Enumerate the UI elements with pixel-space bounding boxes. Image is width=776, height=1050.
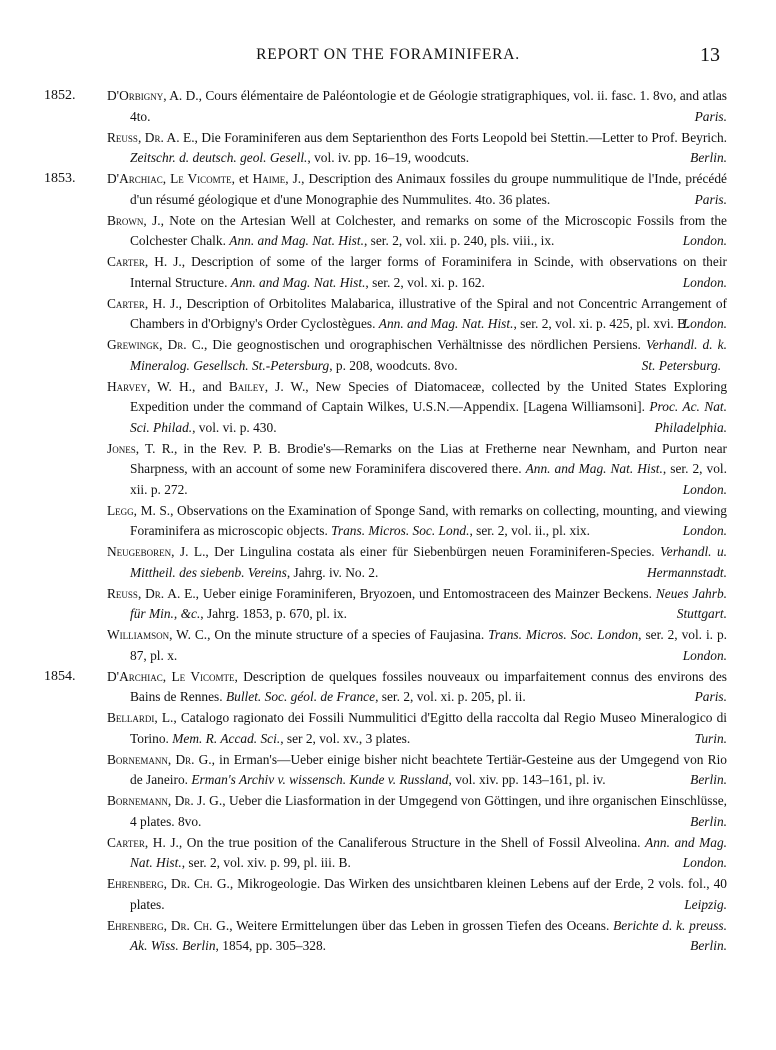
- entry-year: 1852.: [44, 88, 76, 103]
- entry-journal: Ann. and Mag. Nat. Hist.: [229, 233, 364, 248]
- entry-place: London.: [682, 523, 727, 538]
- entry-journal: Neues Jahrb. für Min., &c.: [130, 585, 727, 621]
- entry-journal: Verhandl. d. k. Mineralog. Gesellsch. St.-Petersburg: [130, 337, 727, 373]
- entry-author: D'Archiac, Le Vicomte,: [107, 668, 238, 684]
- entry-place: Berlin.: [690, 813, 727, 829]
- bibliography-entry: [107, 335, 727, 376]
- entry-title: Die Foraminiferen aus dem Septarienthon des Forts Leopold bei Stettin.—Letter to Prof. Beyrich.: [197, 129, 728, 145]
- entry-text: [107, 542, 727, 583]
- entry-journal: Trans. Micros. Soc. London: [488, 627, 639, 642]
- entry-place: London.: [682, 316, 727, 331]
- entry-place: Philadelphia.: [654, 419, 727, 435]
- entry-place: Turin.: [694, 730, 727, 746]
- entry-author: Bornemann, Dr. G.,: [107, 751, 215, 767]
- entry-place: London.: [682, 233, 727, 248]
- entry-author: D'Orbigny, A. D.,: [107, 88, 202, 103]
- entry-journal: Proc. Ac. Nat. Sci. Philad.: [130, 399, 727, 435]
- entry-place: London.: [682, 855, 727, 870]
- bibliography-entry: [107, 833, 727, 874]
- entry-title: Mikrogeologie. Das Wirken des unsichtbaren kleinen Lebens auf der Erde, 2 vols. fol., 40 plates.: [130, 876, 727, 912]
- entry-author: Ehrenberg, Dr. Ch. G.,: [107, 876, 234, 891]
- entry-author: Williamson, W. C.,: [107, 627, 211, 642]
- entry-text: [107, 335, 727, 376]
- entry-text: [107, 833, 727, 874]
- page-number: 13: [700, 44, 720, 66]
- bibliography-entry: [107, 294, 727, 335]
- entry-text: [107, 86, 727, 127]
- entry-author: Reuss, Dr. A. E.,: [107, 585, 200, 601]
- bibliography-entry: [107, 542, 727, 583]
- entry-place: Stuttgart.: [676, 606, 727, 621]
- entry-journal: Trans. Micros. Soc. Lond.: [331, 523, 470, 538]
- entry-place: London.: [682, 274, 727, 290]
- entry-place: Leipzig.: [684, 896, 727, 912]
- entry-text: [107, 625, 727, 666]
- bibliography-entry: [107, 128, 727, 169]
- bibliography-entry: [44, 667, 727, 708]
- entry-volume: , Jahrg. 1853, p. 670, pl. ix.: [200, 606, 347, 621]
- entry-title: Ueber die Liasformation in der Umgegend von Göttingen, und ihre organischen Einschlüsse, 4 plates. 8vo.: [130, 793, 727, 829]
- entry-title: On the minute structure of a species of Faujasina.: [210, 627, 489, 642]
- entry-title: Der Lingulina costata als einer für Siebenbürgen neuen Foraminiferen-Species.: [208, 544, 661, 559]
- entry-journal: Zeitschr. d. deutsch. geol. Gesell.: [130, 150, 308, 165]
- entry-author: Carter, H. J.,: [107, 834, 183, 850]
- entry-volume: , Jahrg. iv. No. 2.: [286, 564, 379, 580]
- entry-title: Ueber einige Foraminiferen, Bryozoen, und Entomostraceen des Mainzer Beckens.: [199, 585, 656, 601]
- bibliography-entry: [107, 439, 727, 501]
- bibliography-entry: [107, 501, 727, 542]
- entry-title: Observations on the Examination of Sponge Sand, with remarks on collecting, mounting, and viewing Foraminifera as microscopic objects.: [130, 502, 727, 538]
- entry-text: [107, 667, 727, 708]
- entry-text: [107, 377, 727, 439]
- page-header: [0, 44, 776, 68]
- bibliography-entry: [107, 708, 727, 749]
- entry-volume: , vol. xiv. pp. 143–161, pl. iv.: [448, 772, 606, 787]
- entry-title: Description de quelques fossiles nouveaux ou imparfaitement connus des environs des Bains de Rennes.: [130, 668, 727, 704]
- entry-volume: , ser. 2, vol. xii. p. 272.: [130, 461, 727, 497]
- bibliography-list: [0, 86, 776, 957]
- entry-title: and: [195, 378, 229, 394]
- entry-title: Description of Orbitolites Malabarica, illustrative of the Spiral and not Concentric Arrangement of Chambers in d'Orbigny's Order Cyclostègues.: [130, 295, 727, 331]
- entry-place: St. Petersburg.: [641, 357, 722, 373]
- entry-title: et: [235, 171, 253, 186]
- entry-text: [107, 128, 727, 169]
- entry-journal: Bullet. Soc. géol. de France: [225, 689, 376, 704]
- entry-title: Die geognostischen und orographischen Verhältnisse des nördlichen Persiens.: [207, 337, 646, 352]
- entry-volume: , ser 2, vol. xv., 3 plates.: [280, 730, 411, 746]
- entry-place: Paris.: [694, 191, 727, 207]
- entry-title: Catalogo ragionato dei Fossili Nummulitici d'Egitto della raccolta dal Regio Museo Mineralogico di Torino.: [130, 710, 727, 746]
- bibliography-entry: [107, 584, 727, 625]
- entry-text: [107, 791, 727, 832]
- entry-author: Bornemann, Dr. J. G.,: [107, 793, 226, 808]
- bibliography-entry: [107, 916, 727, 957]
- entry-title: Note on the Artesian Well at Colchester, and remarks on some of the Microscopic Fossils from the Colchester Chalk.: [130, 212, 727, 248]
- entry-text: [107, 294, 727, 335]
- entry-place: Berlin.: [690, 150, 727, 165]
- entry-author: Jones, T. R.,: [107, 440, 178, 456]
- entry-volume: , ser. 2, vol. i. p. 87, pl. x.: [130, 627, 727, 663]
- entry-author: Carter, H. J.,: [107, 295, 183, 311]
- bibliography-entry: [107, 791, 727, 832]
- entry-author: Neugeboren, J. L.,: [107, 544, 209, 559]
- entry-volume: , vol. vi. p. 430.: [192, 419, 277, 435]
- entry-volume: , ser. 2, vol. ii., pl. xix.: [469, 523, 590, 538]
- entry-text: [107, 584, 727, 625]
- entry-text: [107, 439, 727, 501]
- entry-volume: , ser. 2, vol. xi. p. 205, pl. ii.: [375, 689, 526, 704]
- entry-year: 1853.: [44, 171, 76, 186]
- entry-volume: , ser. 2, vol. xi. p. 425, pl. xvi. B.: [513, 316, 690, 331]
- entry-place: Paris.: [694, 689, 727, 704]
- entry-author: Harvey, W. H.,: [107, 378, 196, 394]
- entry-journal: Ann. and Mag. Nat. Hist.: [230, 274, 366, 290]
- entry-place: Berlin.: [690, 938, 727, 953]
- entry-year: 1854.: [44, 668, 76, 684]
- entry-volume: , ser. 2, vol. xii. p. 240, pls. viii., ix.: [363, 233, 555, 248]
- entry-author: D'Archiac, Le Vicomte,: [107, 171, 235, 186]
- entry-volume: , ser. 2, vol. xi. p. 162.: [365, 274, 485, 290]
- entry-title: Cours élémentaire de Paléontologie et de Géologie stratigraphiques, vol. ii. fasc. 1. 8vo, and atlas 4to.: [130, 88, 727, 124]
- bibliography-entry: [44, 86, 727, 127]
- entry-text: [107, 252, 727, 293]
- entry-author: Carter, H. J.,: [107, 254, 186, 269]
- entry-author: Bellardi, L.,: [107, 710, 177, 725]
- entry-author: Brown, J.,: [107, 212, 164, 228]
- entry-text: [107, 916, 727, 957]
- entry-journal: Mem. R. Accad. Sci.: [172, 730, 281, 746]
- entry-volume: , ser. 2, vol. xiv. p. 99, pl. iii. B.: [181, 855, 351, 870]
- bibliography-entry: [107, 750, 727, 791]
- entry-author: Legg, M. S.,: [107, 502, 174, 518]
- entry-author: Ehrenberg, Dr. Ch. G.,: [107, 917, 233, 933]
- bibliography-entry: [107, 377, 727, 439]
- entry-coauthor: Bailey,: [228, 378, 269, 394]
- entry-journal: Berichte d. k. preuss. Ak. Wiss. Berlin: [130, 917, 727, 953]
- entry-author: Reuss, Dr. A. E.,: [107, 129, 198, 145]
- entry-author: Grewingk, Dr. C.,: [107, 337, 208, 352]
- entry-journal: Erman's Archiv v. wissensch. Kunde v. Russland: [191, 772, 449, 787]
- entry-title-cont: J., Description des Animaux fossiles du groupe nummulitique de l'Inde, précédé d'un résumé géologique et d'une Monographie des Nummulites. 4to. 36 plates.: [130, 171, 727, 207]
- entry-volume: , 1854, pp. 305–328.: [215, 938, 327, 953]
- entry-text: [107, 501, 727, 542]
- entry-text: [107, 211, 727, 252]
- bibliography-entry: [107, 625, 727, 666]
- entry-text: [107, 750, 727, 791]
- entry-place: London.: [682, 481, 727, 497]
- entry-volume: , vol. iv. pp. 16–19, woodcuts.: [307, 150, 470, 165]
- entry-journal: Ann. and Mag. Nat. Hist.: [525, 461, 663, 476]
- entry-journal: Ann. and Mag. Nat. Hist.: [378, 316, 514, 331]
- running-title: REPORT ON THE FORAMINIFERA.: [256, 46, 520, 63]
- entry-title: Weitere Ermittelungen über das Leben in grossen Tiefen des Oceans.: [232, 917, 614, 933]
- entry-coauthor: Haime,: [252, 171, 289, 186]
- entry-text: [107, 874, 727, 915]
- entry-text: [107, 708, 727, 749]
- entry-title: On the true position of the Canaliferous Structure in the Shell of Fossil Alveolina.: [182, 834, 646, 850]
- entry-text: [107, 169, 727, 210]
- bibliography-entry: [107, 252, 727, 293]
- entry-volume: , p. 208, woodcuts. 8vo.: [329, 357, 458, 373]
- entry-place: London.: [682, 647, 727, 663]
- entry-place: Hermannstadt.: [647, 564, 727, 580]
- entry-title: in the Rev. P. B. Brodie's—Remarks on the Lias at Fretherne near Newnham, and Purton near Sharpness, with an account of some new Foraminifera discovered there.: [130, 440, 727, 476]
- entry-title: in Erman's—Ueber einige bisher nicht beachtete Tertiär-Gesteine aus der Umgegend von Rio de Janeiro.: [130, 751, 727, 787]
- entry-title: Description of some of the larger forms of Foraminifera in Scinde, with observations on their Internal Structure.: [130, 254, 727, 290]
- entry-journal: Verhandl. u. Mittheil. des siebenb. Vereins: [130, 544, 727, 580]
- bibliography-entry: [44, 169, 727, 210]
- entry-title-cont: J. W., New Species of Diatomaceæ, collected by the United States Exploring Expedition under the command of Captain Wilkes, U.S.N.—Appendix. [Lagena Williamsoni].: [130, 378, 728, 414]
- bibliography-entry: [107, 874, 727, 915]
- entry-place: Paris.: [694, 108, 727, 124]
- bibliography-entry: [107, 211, 727, 252]
- entry-place: Berlin.: [690, 772, 727, 787]
- entry-journal: Ann. and Mag. Nat. Hist.: [130, 834, 728, 870]
